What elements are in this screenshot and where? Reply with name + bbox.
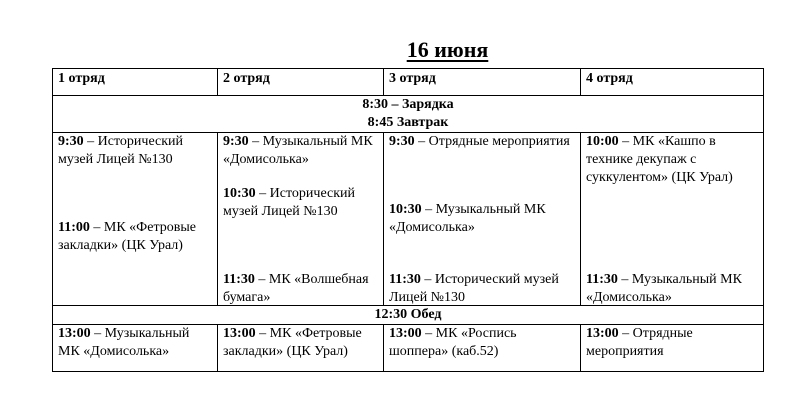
entry-text: – МК «Волшебная бумага» <box>223 272 369 305</box>
group-1-morning-cell <box>53 133 218 306</box>
entry-text: – Исторический музей Лицей №130 <box>389 272 559 305</box>
entry-text: – Музыкальный МК «Домисолька» <box>223 134 373 167</box>
entry-text: – Музыкальный МК «Домисолька» <box>389 202 546 235</box>
entry-time: 11:30 <box>223 272 255 287</box>
morning-row <box>53 96 764 133</box>
entry-time: 11:30 <box>586 272 618 287</box>
lunch-row <box>53 306 764 325</box>
schedule-table <box>52 68 764 372</box>
entry-text: – Музыкальный МК «Домисолька» <box>58 326 190 359</box>
schedule-entry <box>389 201 577 237</box>
breakfast-line: 8:45 Завтрак <box>367 115 449 130</box>
column-header-2: 2 отряд <box>218 69 384 96</box>
column-header-3: 3 отряд <box>384 69 581 96</box>
group-3-afternoon-cell <box>384 325 581 372</box>
entry-text: – МК «Фетровые закладки» (ЦК Урал) <box>58 220 196 253</box>
schedule-entry <box>223 133 380 169</box>
group-3-morning-cell <box>384 133 581 306</box>
entry-time: 13:00 <box>389 326 422 341</box>
entry-time: 10:30 <box>223 186 256 201</box>
entry-text: – МК «Фетровые закладки» (ЦК Урал) <box>223 326 362 359</box>
group-4-afternoon-cell <box>581 325 764 372</box>
group-2-morning-cell <box>218 133 384 306</box>
entry-time: 13:00 <box>586 326 619 341</box>
group-2-afternoon-cell <box>218 325 384 372</box>
group-4-morning-cell <box>581 133 764 306</box>
entry-time: 9:30 <box>389 134 415 149</box>
schedule-entry <box>223 185 380 221</box>
entry-text: – МК «Роспись шоппера» (каб.52) <box>389 326 517 359</box>
group-1-afternoon-cell <box>53 325 218 372</box>
entry-time: 11:00 <box>58 220 90 235</box>
entry-time: 13:00 <box>58 326 91 341</box>
column-header-4: 4 отряд <box>581 69 764 96</box>
entry-time: 9:30 <box>223 134 249 149</box>
entry-time: 9:30 <box>58 134 84 149</box>
schedule-entry <box>58 133 214 169</box>
entry-text: – Исторический музей Лицей №130 <box>58 134 184 167</box>
entry-text: – Музыкальный МК «Домисолька» <box>586 272 742 305</box>
entry-text: – Отрядные мероприятия <box>586 326 693 359</box>
schedule-entry <box>586 271 760 307</box>
schedule-entry <box>389 133 577 151</box>
lunch-cell: 12:30 Обед <box>53 306 764 325</box>
morning-cell <box>53 96 764 133</box>
header-row <box>53 69 764 96</box>
exercise-line: 8:30 – Зарядка <box>362 97 454 112</box>
main-activities-row <box>53 133 764 306</box>
page-title <box>0 28 800 65</box>
schedule-entry <box>586 133 760 187</box>
afternoon-row <box>53 325 764 372</box>
schedule-entry <box>58 219 214 255</box>
entry-time: 10:00 <box>586 134 619 149</box>
schedule-entry <box>389 271 577 307</box>
schedule-entry <box>223 271 380 307</box>
entry-time: 11:30 <box>389 272 421 287</box>
entry-text: – МК «Кашпо в технике декупаж с суккулентом» (ЦК Урал) <box>586 134 733 185</box>
entry-time: 13:00 <box>223 326 256 341</box>
column-header-1: 1 отряд <box>53 69 218 96</box>
date-heading: 16 июня <box>406 37 489 62</box>
entry-time: 10:30 <box>389 202 422 217</box>
entry-text: – Отрядные мероприятия <box>414 134 570 149</box>
entry-text: – Исторический музей Лицей №130 <box>223 186 356 219</box>
